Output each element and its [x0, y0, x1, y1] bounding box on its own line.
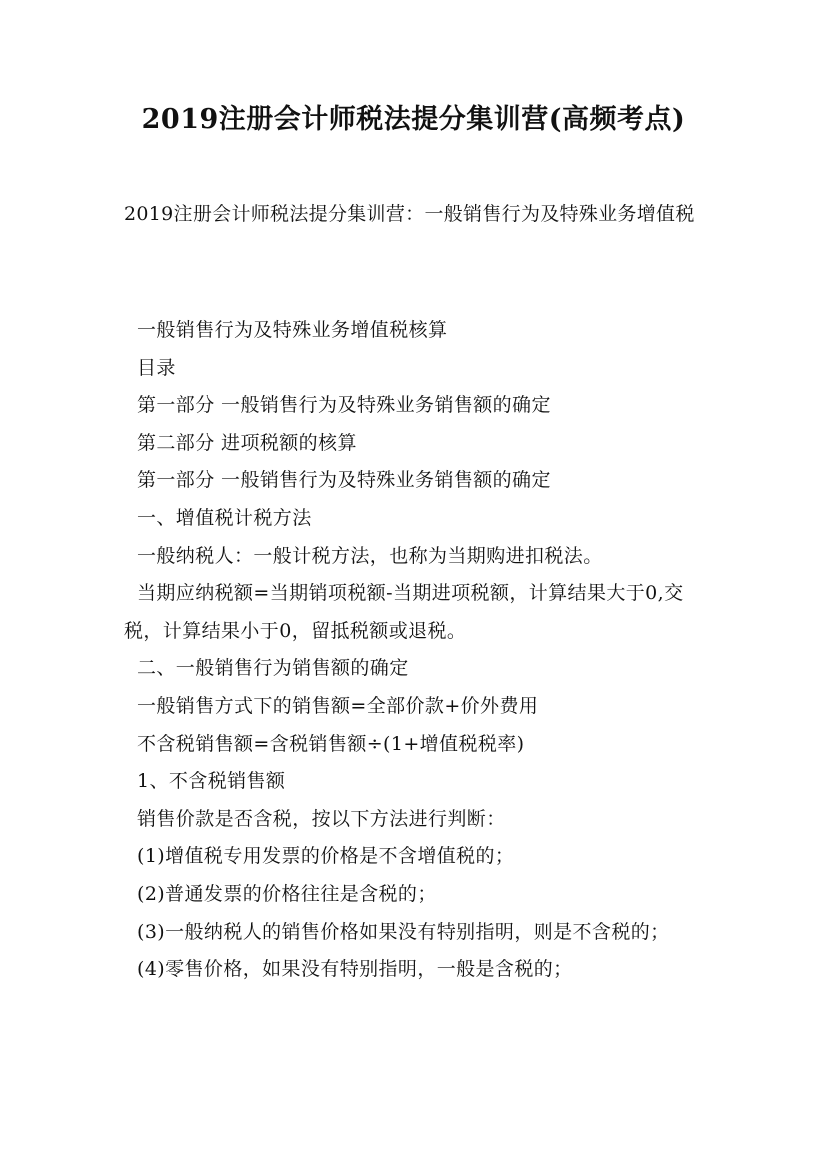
- body-line: 一般销售行为及特殊业务增值税核算: [137, 319, 448, 341]
- body-line: (4)零售价格，如果没有特别指明，一般是含税的；: [137, 958, 573, 981]
- document-body: [124, 312, 714, 989]
- body-line: 第二部分 进项税额的核算: [137, 431, 357, 454]
- body-line: 销售价款是否含税，按以下方法进行判断：: [137, 807, 506, 830]
- document-title: 2019注册会计师税法提分集训营(高频考点): [141, 104, 686, 135]
- body-line: 第一部分 一般销售行为及特殊业务销售额的确定: [137, 394, 551, 417]
- body-line: (3)一般纳税人的销售价格如果没有特别指明，则是不含税的；: [137, 920, 670, 943]
- body-line: 1、不含税销售额: [137, 770, 286, 793]
- body-line: 一般销售方式下的销售额=全部价款+价外费用: [137, 694, 539, 717]
- body-line: 目录: [137, 356, 176, 379]
- body-line: (1)增值税专用发票的价格是不含增值税的；: [137, 845, 515, 868]
- body-line: 二、一般销售行为销售额的确定: [137, 657, 409, 680]
- document-subtitle: 2019注册会计师税法提分集训营：一般销售行为及特殊业务增值税: [124, 203, 695, 225]
- body-line: 不含税销售额=含税销售额÷(1+增值税税率): [137, 732, 525, 755]
- body-line: (2)普通发票的价格往往是含税的；: [137, 882, 437, 905]
- body-line: 当期应纳税额=当期销项税额-当期进项税额，计算结果大于0,交税，计算结果小于0，留抵税额或退税。: [124, 582, 684, 642]
- body-line: 一、增值税计税方法: [137, 506, 312, 529]
- body-line: 第一部分 一般销售行为及特殊业务销售额的确定: [137, 469, 551, 492]
- body-line: 一般纳税人：一般计税方法，也称为当期购进扣税法。: [137, 544, 603, 567]
